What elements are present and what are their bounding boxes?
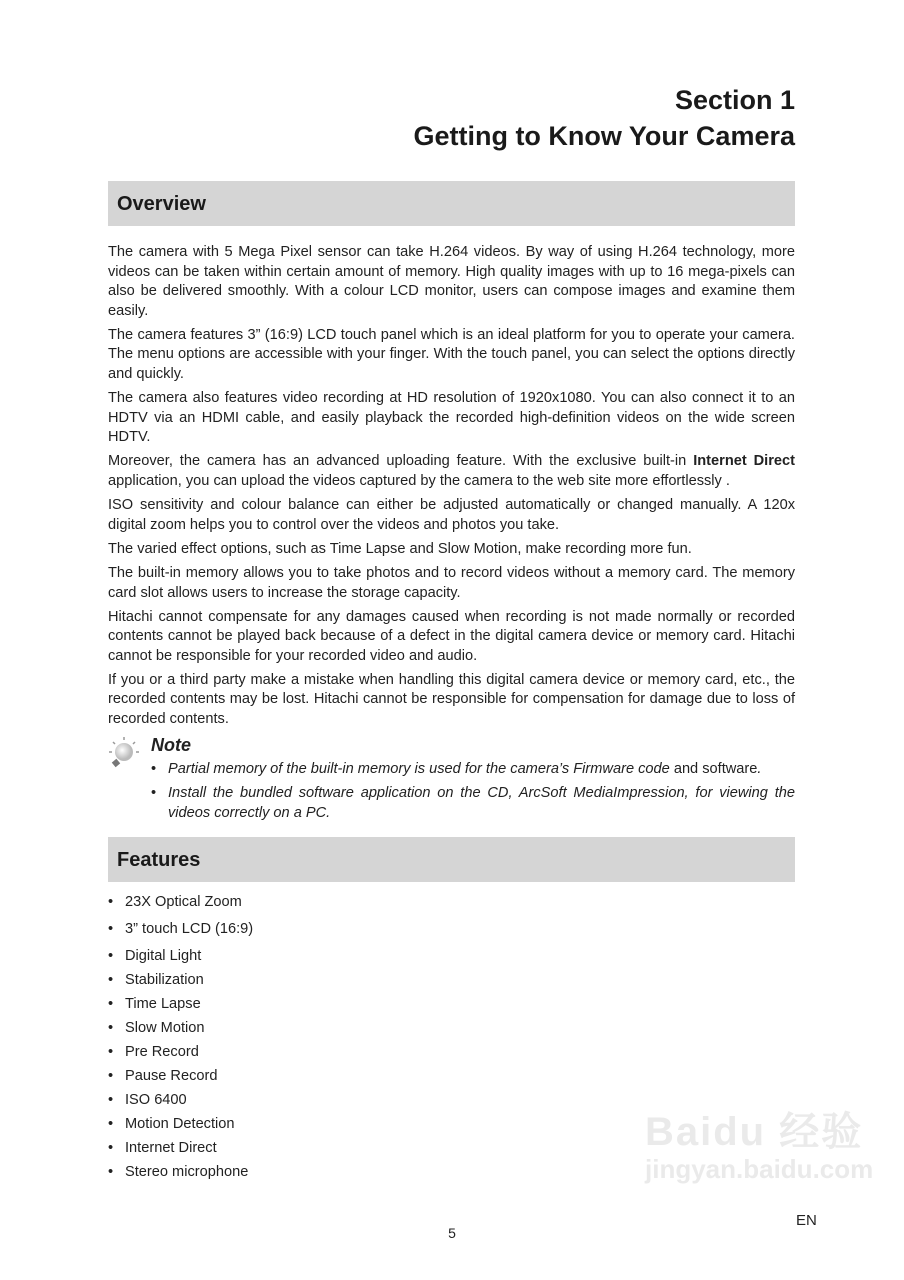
feature-item: • Internet Direct (108, 1138, 795, 1162)
note-title: Note (151, 735, 191, 756)
paragraph: The varied effect options, such as Time Lapse and Slow Motion, make recording more fun. (108, 540, 692, 557)
note-box (108, 734, 795, 823)
feature-item: • ISO 6400 (108, 1090, 795, 1114)
internet-direct-bold: Internet Direct (693, 453, 796, 470)
text: . (757, 761, 762, 778)
paragraph: The camera features 3” (16:9) LCD touch panel which is an ideal platform for you to operate your camera. The menu options are accessible with your finger. With the touch panel, you can select the options directly and quickly. (108, 326, 795, 383)
feature-item: • Pre Record (108, 1042, 795, 1066)
feature-item: • Digital Light (108, 946, 795, 970)
baidu-watermark: Baidu 经验 jingyan.baidu.com (645, 1110, 874, 1184)
text: and software (673, 761, 758, 778)
text: Moreover, the camera has an advanced uploading feature. With the exclusive built-in (108, 453, 694, 470)
feature-item: • Pause Record (108, 1066, 795, 1090)
paragraph: Hitachi cannot compensate for any damages caused when recording is not made normally or recorded contents cannot be played back because of a defect in the digital camera device or memory card. Hitachi cannot be responsible for your recorded video and audio. (108, 608, 795, 664)
features-heading: Features (108, 837, 795, 882)
note-list (151, 760, 795, 823)
text: Partial memory of the built-in memory is used for the camera’s Firmware code (168, 761, 674, 778)
paragraph: If you or a third party make a mistake when handling this digital camera device or memory card, etc., the recorded contents may be lost. Hitachi cannot be responsible for compensation for damage due to loss of recorded contents. (108, 671, 795, 728)
paragraph: ISO sensitivity and colour balance can either be adjusted automatically or changed manually. A 120x digital zoom helps you to control over the videos and photos you take. (108, 497, 795, 533)
content-column (108, 243, 795, 1186)
note-item: • Install the bundled software application on the CD, ArcSoft MediaImpression, for viewing the videos correctly on a PC. (151, 784, 795, 823)
feature-item: • Motion Detection (108, 1114, 795, 1138)
overview-body (108, 243, 795, 730)
paragraph (108, 452, 795, 491)
note-item (151, 760, 795, 780)
paragraph: The camera with 5 Mega Pixel sensor can take H.264 videos. By way of using H.264 technology, more videos can be taken within certain amount of memory. High quality images with up to 16 mega-pixels can also be delivered smoothly. With a colour LCD monitor, users can compose images and examine them easily. (108, 244, 795, 319)
feature-item: • 23X Optical Zoom (108, 892, 795, 919)
page-title: Getting to Know Your Camera (413, 121, 795, 151)
overview-heading: Overview (108, 181, 795, 226)
language-label: EN (796, 1212, 817, 1229)
section-header (413, 82, 795, 154)
feature-item: • Stabilization (108, 970, 795, 994)
page-number: 5 (448, 1225, 456, 1241)
paragraph: The built-in memory allows you to take photos and to record videos without a memory card. The memory card slot allows users to increase the storage capacity. (108, 564, 795, 601)
lightbulb-icon (108, 736, 140, 770)
paragraph: The camera also features video recording at HD resolution of 1920x1080. You can also connect it to an HDTV via an HDMI cable, and easily playback the recorded high-definition videos on the wide screen HDTV. (108, 390, 795, 446)
feature-item: • 3” touch LCD (16:9) (108, 919, 795, 946)
text: application, you can upload the videos captured by the camera to the web site more effortlessly . (108, 473, 730, 490)
section-number: Section 1 (674, 85, 795, 115)
feature-item: • Stereo microphone (108, 1162, 795, 1186)
feature-item: • Slow Motion (108, 1018, 795, 1042)
feature-item: • Time Lapse (108, 994, 795, 1018)
